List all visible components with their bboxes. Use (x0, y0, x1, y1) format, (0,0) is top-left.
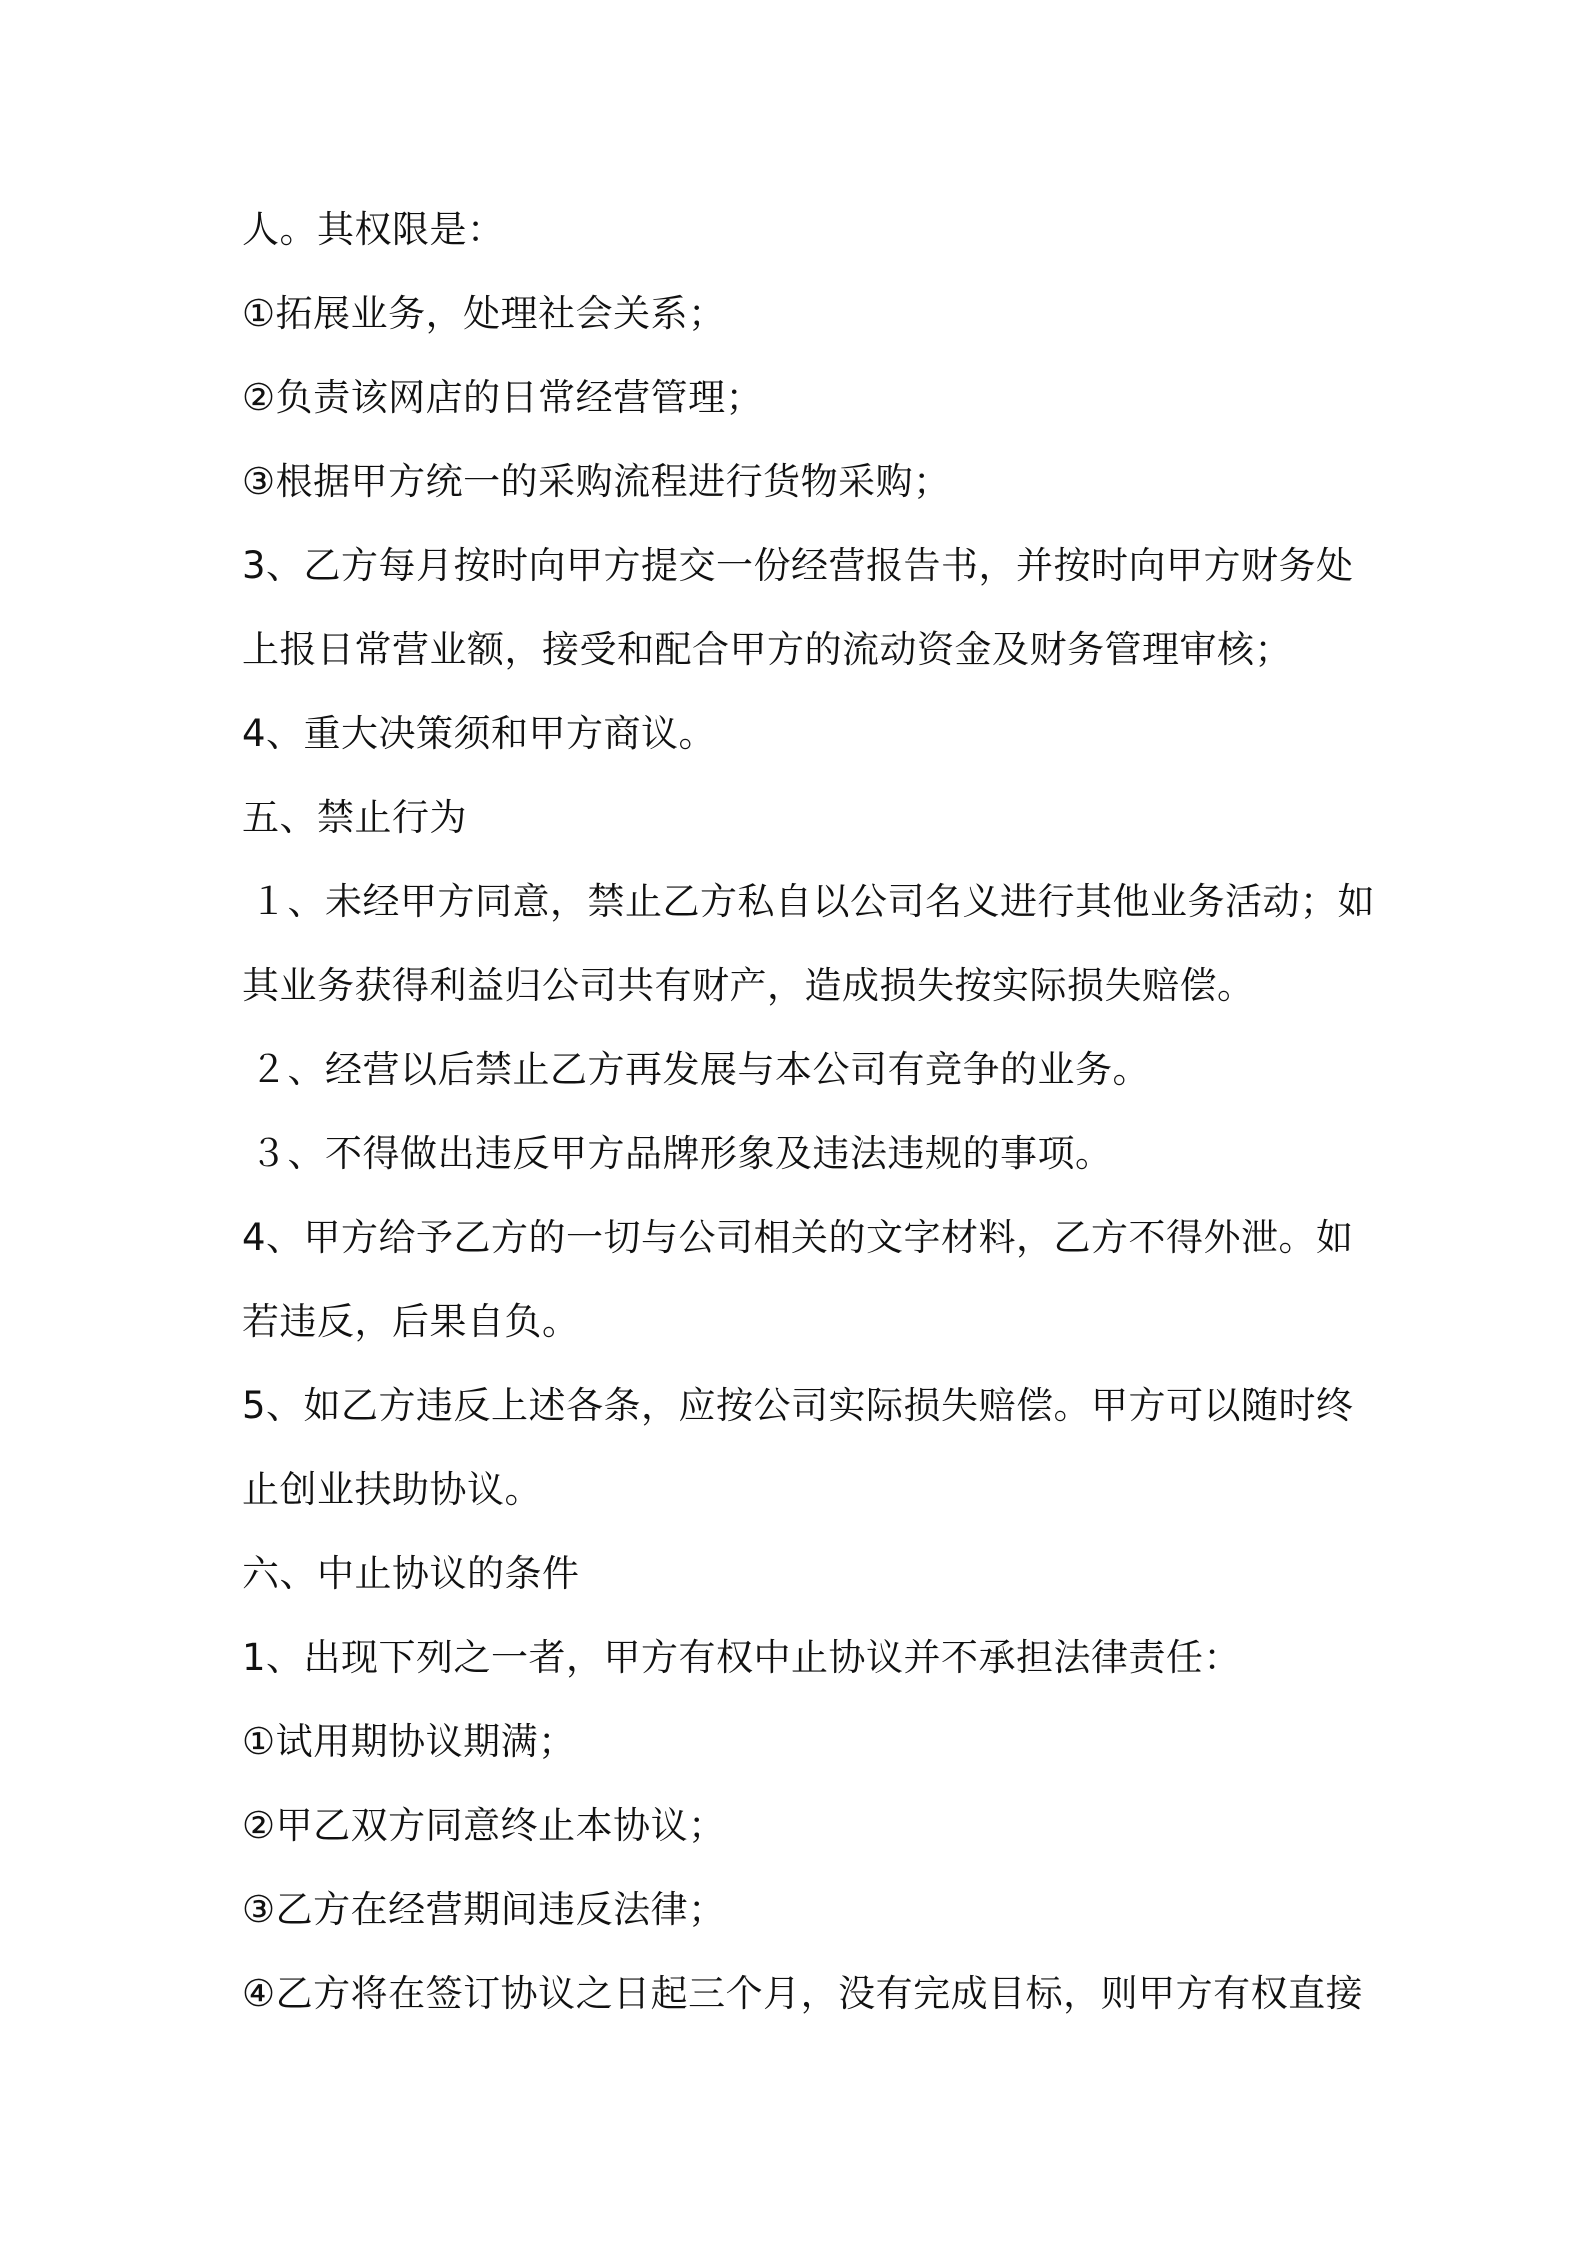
list-item: ③乙方在经营期间违反法律； (242, 1888, 726, 1931)
paragraph-line: 5、如乙方违反上述各条，应按公司实际损失赔偿。甲方可以随时终 (242, 1384, 1354, 1427)
paragraph-line: 4、重大决策须和甲方商议。 (242, 712, 717, 755)
paragraph-line: １、未经甲方同意，禁止乙方私自以公司名义进行其他业务活动；如 (250, 880, 1375, 923)
paragraph-line: 1、出现下列之一者，甲方有权中止协议并不承担法律责任： (242, 1636, 1242, 1679)
list-item: ①拓展业务，处理社会关系； (242, 292, 726, 335)
list-item: ③根据甲方统一的采购流程进行货物采购； (242, 460, 951, 503)
section-heading: 六、中止协议的条件 (242, 1552, 580, 1595)
paragraph-line: 止创业扶助协议。 (242, 1468, 542, 1511)
paragraph-line: 若违反，后果自负。 (242, 1300, 580, 1343)
paragraph-line: ３、不得做出违反甲方品牌形象及违法违规的事项。 (250, 1132, 1113, 1175)
section-heading: 五、禁止行为 (242, 796, 467, 839)
paragraph-line: 其业务获得利益归公司共有财产，造成损失按实际损失赔偿。 (242, 964, 1255, 1007)
list-item: ④乙方将在签订协议之日起三个月，没有完成目标，则甲方有权直接 (242, 1972, 1364, 2015)
paragraph-line: 4、甲方给予乙方的一切与公司相关的文字材料，乙方不得外泄。如 (242, 1216, 1354, 1259)
list-item: ①试用期协议期满； (242, 1720, 576, 1763)
paragraph-line: 上报日常营业额，接受和配合甲方的流动资金及财务管理审核； (242, 628, 1292, 671)
paragraph-line: 3、乙方每月按时向甲方提交一份经营报告书，并按时向甲方财务处 (242, 544, 1354, 587)
paragraph-line: ２、经营以后禁止乙方再发展与本公司有竞争的业务。 (250, 1048, 1150, 1091)
list-item: ②甲乙双方同意终止本协议； (242, 1804, 726, 1847)
paragraph-line: 人。其权限是： (242, 208, 505, 251)
list-item: ②负责该网店的日常经营管理； (242, 376, 764, 419)
